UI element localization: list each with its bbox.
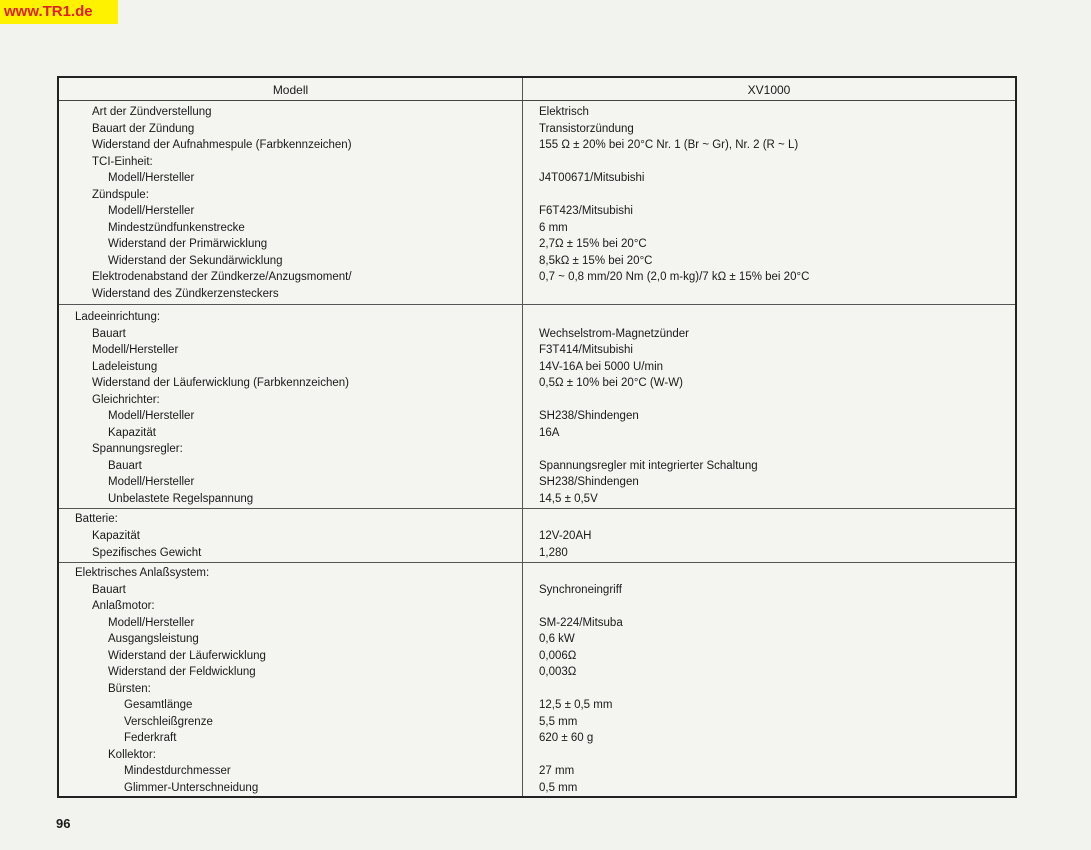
spec-row — [59, 565, 1015, 582]
spec-row — [59, 253, 1015, 270]
spec-label: Gesamtlänge — [124, 699, 193, 711]
spec-row — [59, 582, 1015, 599]
spec-label: Ladeleistung — [92, 360, 158, 373]
spec-label: Anlaßmotor: — [92, 600, 155, 612]
section-ignition — [59, 102, 1015, 304]
header-model-value: XV1000 — [747, 83, 791, 97]
spec-value: 1,280 — [539, 547, 568, 559]
site-banner: www.TR1.de — [0, 0, 118, 24]
spec-value: 0,6 kW — [539, 633, 575, 645]
spec-row — [59, 697, 1015, 714]
spec-label: Widerstand der Läuferwicklung — [108, 649, 266, 662]
spec-label: Ausgangsleistung — [108, 633, 199, 645]
section-charging — [59, 304, 1015, 509]
section-starter — [59, 562, 1015, 799]
spec-value: 0,003Ω — [539, 666, 577, 678]
spec-value: 27 mm — [539, 765, 575, 777]
spec-label: Modell/Hersteller — [108, 410, 195, 422]
spec-label: Spannungsregler: — [92, 443, 183, 455]
spec-label: Widerstand der Sekundärwicklung — [108, 254, 283, 267]
spec-row — [59, 375, 1015, 392]
spec-row — [59, 441, 1015, 458]
spec-value: 12,5 ± 0,5 mm — [539, 699, 613, 711]
spec-row — [59, 359, 1015, 376]
spec-row — [59, 747, 1015, 764]
spec-row — [59, 615, 1015, 632]
spec-label: Kapazität — [108, 426, 156, 439]
spec-label: Batterie: — [75, 513, 118, 525]
spec-row — [59, 511, 1015, 528]
spec-label: Elektrodenabstand der Zündkerze/Anzugsmoment/ — [92, 271, 352, 283]
spec-value: 0,7 ~ 0,8 mm/20 Nm (2,0 m-kg)/7 kΩ ± 15% bei 20°C — [539, 271, 810, 283]
header-model-label: Modell — [272, 83, 309, 97]
spec-label: Mindestdurchmesser — [124, 765, 231, 777]
spec-label: Kollektor: — [108, 748, 156, 761]
spec-row — [59, 326, 1015, 343]
spec-label: Kapazität — [92, 530, 140, 542]
spec-row — [59, 528, 1015, 545]
spec-value: 16A — [539, 426, 560, 439]
spec-label: Bauart — [108, 459, 142, 472]
spec-row — [59, 425, 1015, 442]
spec-label: Elektrisches Anlaßsystem: — [75, 567, 210, 579]
spec-value: SM-224/Mitsuba — [539, 616, 623, 629]
spec-label: Zündspule: — [92, 188, 149, 201]
spec-value: 8,5kΩ ± 15% bei 20°C — [539, 254, 653, 267]
spec-row — [59, 121, 1015, 138]
spec-value: 14,5 ± 0,5V — [539, 492, 598, 505]
spec-label: Verschleißgrenze — [124, 715, 213, 728]
spec-label: Federkraft — [124, 732, 177, 744]
spec-row — [59, 220, 1015, 237]
spec-row — [59, 474, 1015, 491]
spec-row — [59, 631, 1015, 648]
spec-label: Modell/Hersteller — [108, 205, 195, 217]
spec-value: Elektrisch — [539, 106, 589, 118]
spec-label: Ladeeinrichtung: — [75, 311, 161, 323]
spec-row — [59, 714, 1015, 731]
spec-label: Widerstand des Zündkerzensteckers — [92, 287, 279, 300]
spec-value: Spannungsregler mit integrierter Schaltung — [539, 459, 758, 472]
spec-label: Bürsten: — [108, 682, 151, 695]
spec-table — [57, 76, 1017, 798]
spec-value: F3T414/Mitsubishi — [539, 344, 633, 356]
spec-label: TCI-Einheit: — [92, 155, 153, 168]
spec-value: 0,5Ω ± 10% bei 20°C (W-W) — [539, 377, 683, 389]
spec-label: Bauart — [92, 583, 126, 596]
spec-row — [59, 681, 1015, 698]
spec-row — [59, 545, 1015, 562]
spec-label: Modell/Hersteller — [108, 476, 195, 488]
spec-value: SH238/Shindengen — [539, 410, 639, 422]
spec-row — [59, 309, 1015, 326]
spec-row — [59, 491, 1015, 508]
spec-value: 5,5 mm — [539, 715, 578, 728]
spec-row — [59, 392, 1015, 409]
spec-row — [59, 269, 1015, 286]
spec-label: Bauart der Zündung — [92, 122, 195, 135]
spec-value: 14V-16A bei 5000 U/min — [539, 360, 664, 373]
spec-label: Modell/Hersteller — [108, 172, 195, 184]
table-header — [59, 78, 1015, 101]
spec-value: 2,7Ω ± 15% bei 20°C — [539, 238, 647, 250]
spec-value: F6T423/Mitsubishi — [539, 205, 633, 217]
spec-value: Synchroneingriff — [539, 583, 622, 596]
page-number: 96 — [56, 816, 71, 831]
spec-label: Modell/Hersteller — [108, 616, 195, 629]
spec-row — [59, 236, 1015, 253]
spec-value: 0,5 mm — [539, 781, 578, 794]
spec-value: J4T00671/Mitsubishi — [539, 172, 645, 184]
spec-row — [59, 730, 1015, 747]
spec-label: Unbelastete Regelspannung — [108, 492, 254, 505]
spec-label: Widerstand der Primärwicklung — [108, 238, 268, 250]
spec-row — [59, 170, 1015, 187]
spec-label: Widerstand der Aufnahmespule (Farbkennzeichen) — [92, 139, 352, 151]
spec-value: Wechselstrom-Magnetzünder — [539, 327, 689, 340]
spec-row — [59, 286, 1015, 303]
section-battery — [59, 508, 1015, 563]
spec-label: Spezifisches Gewicht — [92, 547, 202, 559]
spec-row — [59, 187, 1015, 204]
spec-row — [59, 342, 1015, 359]
spec-row — [59, 203, 1015, 220]
spec-value: 6 mm — [539, 221, 568, 234]
spec-row — [59, 154, 1015, 171]
spec-value: Transistorzündung — [539, 122, 634, 135]
spec-label: Widerstand der Feldwicklung — [108, 666, 256, 678]
spec-row — [59, 664, 1015, 681]
spec-row — [59, 780, 1015, 797]
spec-label: Bauart — [92, 327, 126, 340]
spec-row — [59, 104, 1015, 121]
spec-row — [59, 408, 1015, 425]
spec-label: Mindestzündfunkenstrecke — [108, 221, 245, 234]
spec-label: Modell/Hersteller — [92, 344, 179, 356]
spec-label: Widerstand der Läuferwicklung (Farbkennzeichen) — [92, 377, 349, 389]
spec-row — [59, 648, 1015, 665]
spec-row — [59, 458, 1015, 475]
spec-row — [59, 137, 1015, 154]
spec-label: Art der Zündverstellung — [92, 106, 212, 118]
spec-value: SH238/Shindengen — [539, 476, 639, 488]
spec-value: 155 Ω ± 20% bei 20°C Nr. 1 (Br ~ Gr), Nr. 2 (R ~ L) — [539, 139, 799, 151]
spec-label: Gleichrichter: — [92, 393, 160, 406]
spec-value: 12V-20AH — [539, 530, 592, 542]
spec-value: 620 ± 60 g — [539, 732, 594, 744]
spec-value: 0,006Ω — [539, 649, 577, 662]
spec-label: Glimmer-Unterschneidung — [124, 781, 259, 794]
spec-row — [59, 598, 1015, 615]
spec-row — [59, 763, 1015, 780]
